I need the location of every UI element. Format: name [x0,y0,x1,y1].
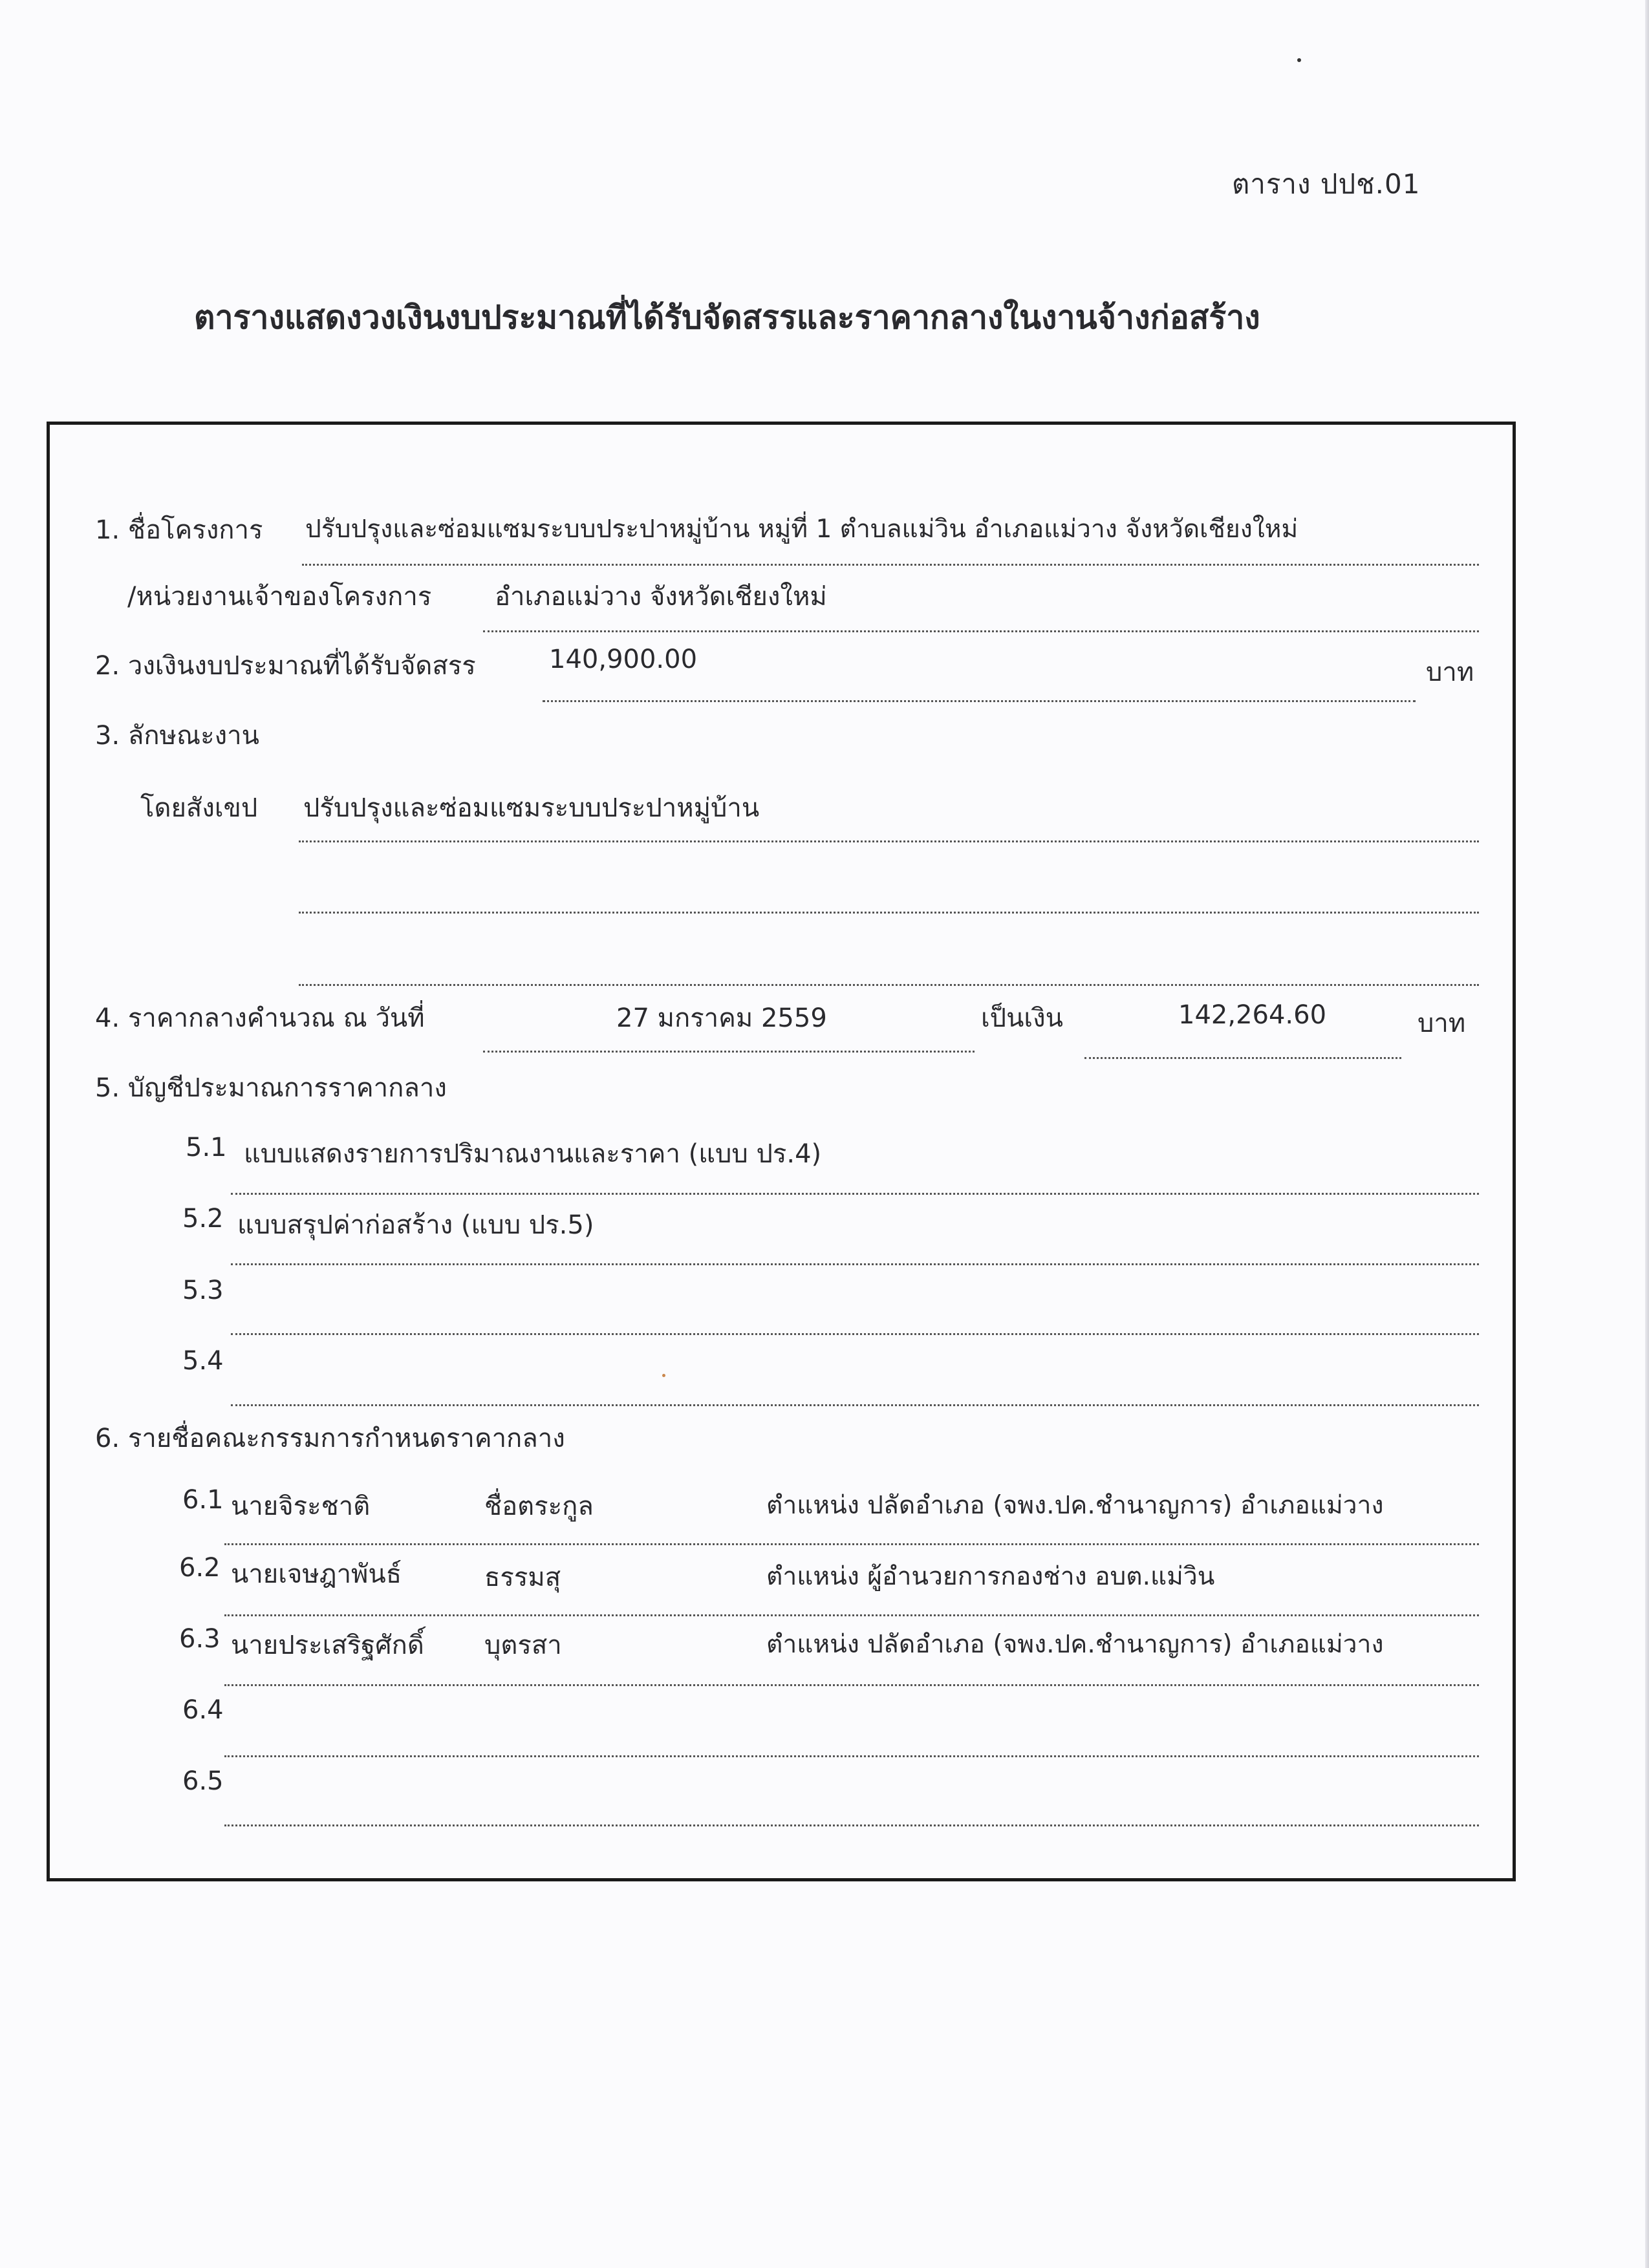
median-price-amount-line [1084,1057,1401,1059]
committee-member-line [224,1684,1479,1686]
median-price-date-line [483,1051,975,1053]
project-name-line [302,564,1479,566]
estimate-entry-text: แบบสรุปค่าก่อสร้าง (แบบ ปร.5) [237,1210,594,1240]
page-title: ตารางแสดงวงเงินงบประมาณที่ได้รับจัดสรรและราคากลางในงานจ้างก่อสร้าง [194,299,1260,336]
median-price-date: 27 มกราคม 2559 [616,1003,827,1033]
committee-member-line [224,1614,1479,1616]
scan-speck [1297,58,1301,62]
committee-member-no: 6.3 [179,1624,221,1654]
committee-member-line [224,1755,1479,1757]
median-price-unit: บาท [1417,1009,1466,1038]
committee-member-position: ตำแหน่ง ปลัดอำเภอ (จพง.ปค.ชำนาญการ) อำเภอแม่วาง [766,1491,1384,1520]
estimate-list-label: 5. บัญชีประมาณการราคากลาง [95,1073,447,1103]
project-owner-label: /หน่วยงานเจ้าของโครงการ [127,582,432,612]
median-price-date-label: 4. ราคากลางคำนวณ ณ วันที่ [95,1003,425,1033]
committee-member-line [224,1543,1479,1545]
project-owner-value: อำเภอแม่วาง จังหวัดเชียงใหม่ [495,582,827,612]
committee-member-position: ตำแหน่ง ผู้อำนวยการกองช่าง อบต.แม่วิน [766,1562,1215,1591]
estimate-entry-line [231,1193,1479,1195]
form-code: ตาราง ปปช.01 [1232,168,1421,200]
project-name-value: ปรับปรุงและซ่อมแซมระบบประปาหมู่บ้าน หมู่ที่ 1 ตำบลแม่วิน อำเภอแม่วาง จังหวัดเชียงใหม่ [305,515,1299,544]
project-name-label: 1. ชื่อโครงการ [95,515,263,545]
budget-unit: บาท [1426,658,1474,687]
estimate-entry-line [231,1404,1479,1406]
scan-edge [1645,0,1649,2268]
committee-member-no: 6.1 [182,1485,224,1515]
estimate-entry-line [231,1263,1479,1265]
committee-member-position: ตำแหน่ง ปลัดอำเภอ (จพง.ปค.ชำนาญการ) อำเภอแม่วาง [766,1630,1384,1659]
budget-line [543,700,1416,702]
work-summary-line-2 [299,912,1479,914]
estimate-entry-no: 5.1 [186,1133,227,1162]
work-summary-line-3 [299,984,1479,986]
committee-member-name: นายจิระชาติ [231,1492,371,1521]
work-type-label: 3. ลักษณะงาน [95,721,259,751]
work-summary-line-1 [299,840,1479,842]
committee-member-name: นายประเสริฐศักดิ์ [231,1631,424,1660]
median-price-amount: 142,264.60 [1178,1000,1327,1030]
form-frame [47,422,1516,1881]
budget-value: 140,900.00 [549,645,698,674]
committee-member-no: 6.2 [179,1553,221,1583]
estimate-entry-no: 5.3 [182,1276,224,1305]
budget-label: 2. วงเงินงบประมาณที่ได้รับจัดสรร [95,651,476,681]
committee-member-name: นายเจษฎาพันธ์ [231,1559,402,1589]
work-summary-label: โดยสังเขป [140,793,258,823]
estimate-entry-no: 5.2 [182,1204,224,1234]
median-price-amount-label: เป็นเงิน [981,1003,1063,1033]
committee-member-line [224,1824,1479,1826]
estimate-entry-text: แบบแสดงรายการปริมาณงานและราคา (แบบ ปร.4) [244,1139,822,1169]
estimate-entry-line [231,1333,1479,1335]
committee-member-surname: ธรรมสุ [484,1563,561,1592]
work-summary-value: ปรับปรุงและซ่อมแซมระบบประปาหมู่บ้าน [303,793,760,823]
committee-member-no: 6.5 [182,1766,224,1796]
committee-member-surname: ชื่อตระกูล [484,1492,594,1521]
committee-label: 6. รายชื่อคณะกรรมการกำหนดราคากลาง [95,1424,565,1453]
estimate-entry-no: 5.4 [182,1346,224,1376]
project-owner-line [483,630,1479,632]
committee-member-no: 6.4 [182,1695,224,1725]
committee-member-surname: บุตรสา [484,1631,562,1660]
